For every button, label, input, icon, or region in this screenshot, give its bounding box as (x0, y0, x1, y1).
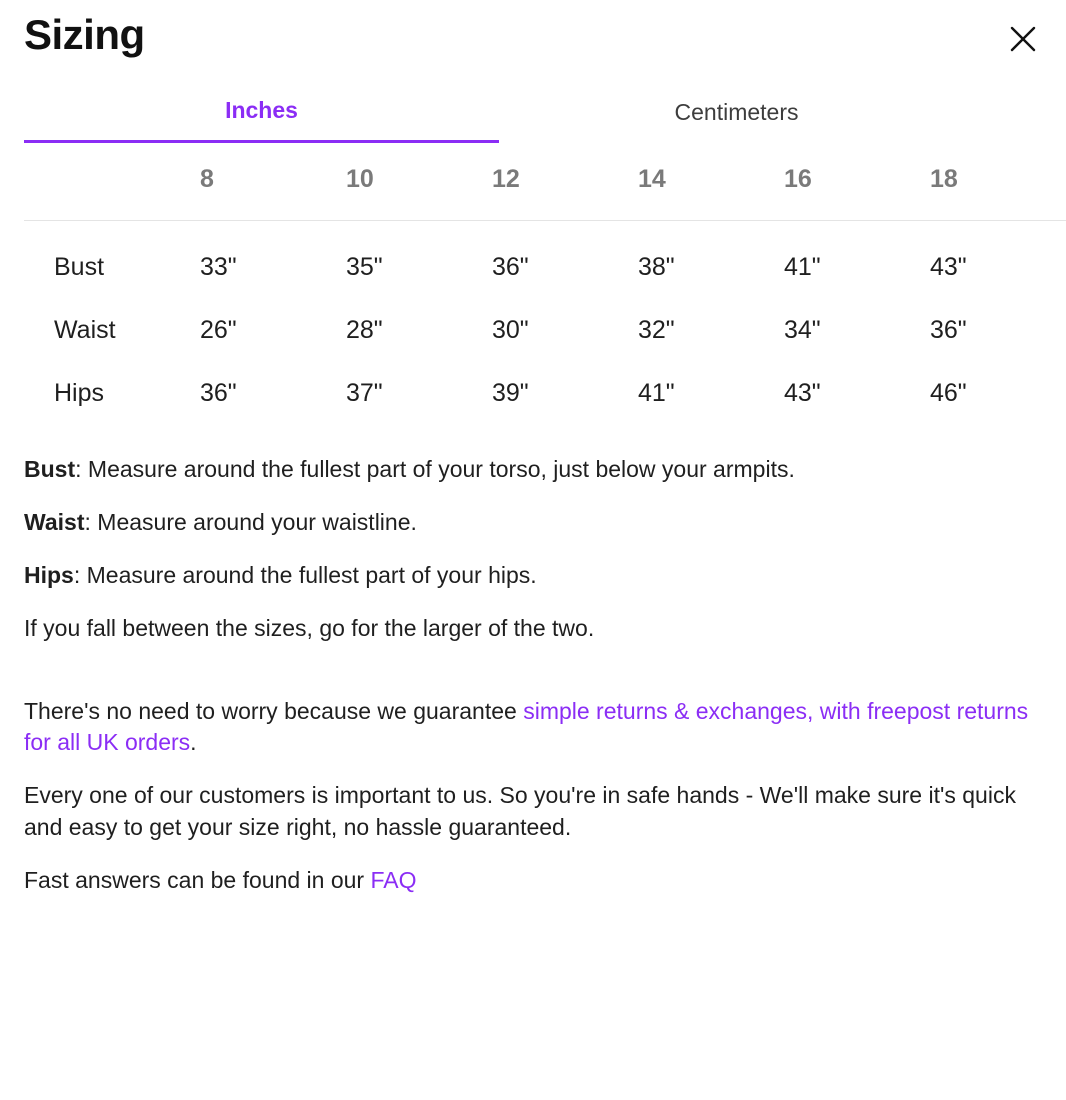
spacer (24, 644, 1042, 674)
close-icon (1008, 24, 1038, 54)
bust-description-text: : Measure around the fullest part of your torso, just below your armpits. (75, 456, 795, 483)
waist-size-18: 36" (930, 316, 967, 345)
bust-size-10: 35" (346, 253, 383, 282)
row-label-waist: Waist (54, 316, 116, 345)
hips-size-8: 36" (200, 379, 237, 408)
waist-size-8: 26" (200, 316, 237, 345)
hips-size-14: 41" (638, 379, 675, 408)
hips-description-label: Hips (24, 562, 74, 589)
hips-description (24, 560, 1042, 591)
bust-size-18: 43" (930, 253, 967, 282)
returns-exchanges-link[interactable]: simple returns & exchanges, with freepost returns for all UK orders (24, 698, 1029, 756)
bust-size-16: 41" (784, 253, 821, 282)
waist-description (24, 507, 1042, 538)
hips-description-text: : Measure around the fullest part of your hips. (73, 562, 537, 589)
row-label-bust: Bust (54, 253, 105, 282)
tab-centimeters[interactable]: Centimeters (499, 96, 974, 143)
guarantee-trailing-text: . (190, 729, 197, 756)
bust-size-8: 33" (200, 253, 237, 282)
modal-header (24, 0, 1042, 58)
between-sizes-note: If you fall between the sizes, go for the larger of the two. (24, 615, 595, 642)
guarantee-lead-text: There's no need to worry because we guarantee (24, 698, 524, 725)
bust-description-label: Bust (24, 456, 76, 483)
hips-size-16: 43" (784, 379, 821, 408)
table-row (24, 292, 1066, 355)
table-row (24, 221, 1066, 293)
header-size-12: 12 (492, 165, 520, 194)
header-size-16: 16 (784, 165, 812, 194)
row-label-hips: Hips (54, 379, 105, 408)
faq-lead-text: Fast answers can be found in our (24, 866, 371, 893)
waist-size-12: 30" (492, 316, 529, 345)
guarantee-paragraph (24, 696, 1042, 758)
faq-link[interactable]: FAQ (370, 866, 417, 893)
faq-paragraph (24, 865, 1042, 896)
tab-inches[interactable]: Inches (24, 96, 499, 143)
waist-size-16: 34" (784, 316, 821, 345)
waist-description-label: Waist (24, 509, 85, 536)
bust-description (24, 454, 1042, 485)
header-size-18: 18 (930, 165, 958, 194)
close-button[interactable] (1006, 22, 1040, 56)
header-size-10: 10 (346, 165, 374, 194)
table-header-row (24, 165, 1066, 221)
waist-size-14: 32" (638, 316, 675, 345)
size-table (24, 165, 1066, 418)
hips-size-18: 46" (930, 379, 967, 408)
bust-size-12: 36" (492, 253, 529, 282)
header-size-14: 14 (638, 165, 666, 194)
hips-size-10: 37" (346, 379, 383, 408)
waist-description-text: : Measure around your waistline. (84, 509, 417, 536)
header-size-8: 8 (200, 165, 214, 194)
waist-size-10: 28" (346, 316, 383, 345)
table-row (24, 355, 1066, 418)
header-measurement (24, 165, 200, 221)
page-title: Sizing (24, 11, 145, 58)
unit-tabs (24, 96, 1042, 143)
customers-paragraph: Every one of our customers is important to us. So you're in safe hands - We'll make sure it's quick and easy to get your size right, no hassle guaranteed. (24, 782, 1016, 840)
bust-size-14: 38" (638, 253, 675, 282)
size-table-body (24, 221, 1066, 419)
size-table-head (24, 165, 1066, 221)
hips-size-12: 39" (492, 379, 529, 408)
